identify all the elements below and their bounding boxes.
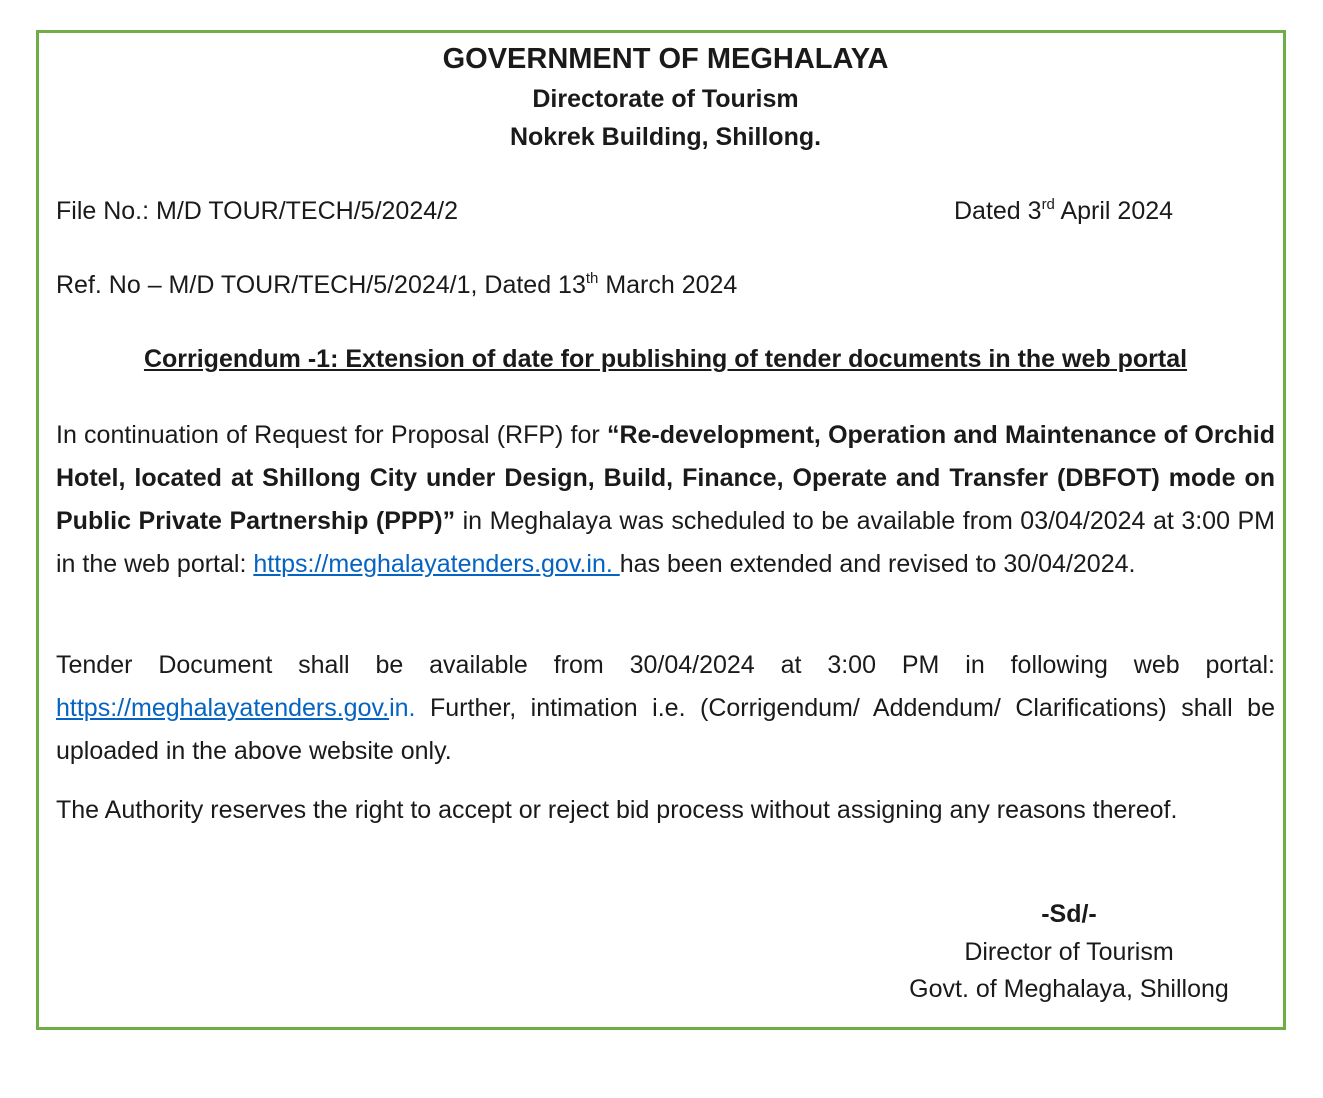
portal-link-1[interactable]: https://meghalayatenders.gov.in.	[253, 550, 620, 578]
government-heading: GOVERNMENT OF MEGHALAYA	[442, 43, 889, 75]
portal-link-2[interactable]: https://meghalayatenders.gov.	[56, 694, 390, 722]
signature-sd: -Sd/-	[1041, 900, 1097, 928]
subject-heading: Corrigendum -1: Extension of date for publishing of tender documents in the web portal	[143, 345, 1188, 373]
paragraph-continuation: In continuation of Request for Proposal (RFP) for “Re-development, Operation and Maintenance of Orchid Hotel, located at Shillong City under Design, Build, Finance, Operate and Transfer (DBFOT) mode on Public Private Partnership (PPP)” in Meghalaya was scheduled to be available from 03/04/2024 at 3:00 PM in the web portal: https://meghalayatenders.gov.in. has been extended and revised to 30/04/2024.	[56, 421, 1276, 578]
document-border	[36, 30, 1286, 1030]
file-number: File No.: M/D TOUR/TECH/5/2024/2	[56, 197, 458, 225]
signatory-organization: Govt. of Meghalaya, Shillong	[909, 975, 1229, 1003]
reference-line: Ref. No – M/D TOUR/TECH/5/2024/1, Dated 13th March 2024	[56, 270, 738, 299]
file-line	[56, 190, 1275, 230]
paragraph-authority: The Authority reserves the right to accept or reject bid process without assigning any reasons thereof.	[56, 796, 1178, 824]
address-heading: Nokrek Building, Shillong.	[509, 123, 822, 151]
signatory-title: Director of Tourism	[964, 938, 1174, 966]
directorate-heading: Directorate of Tourism	[532, 85, 799, 113]
file-date: Dated 3rd April 2024	[954, 196, 1174, 225]
paragraph-tender-document: Tender Document shall be available from 30/04/2024 at 3:00 PM in following web portal: https://meghalayatenders.gov.in. Further, intimation i.e. (Corrigendum/ Addendum/ Clarifications) shall be uploaded in the above website only.	[56, 651, 1275, 765]
